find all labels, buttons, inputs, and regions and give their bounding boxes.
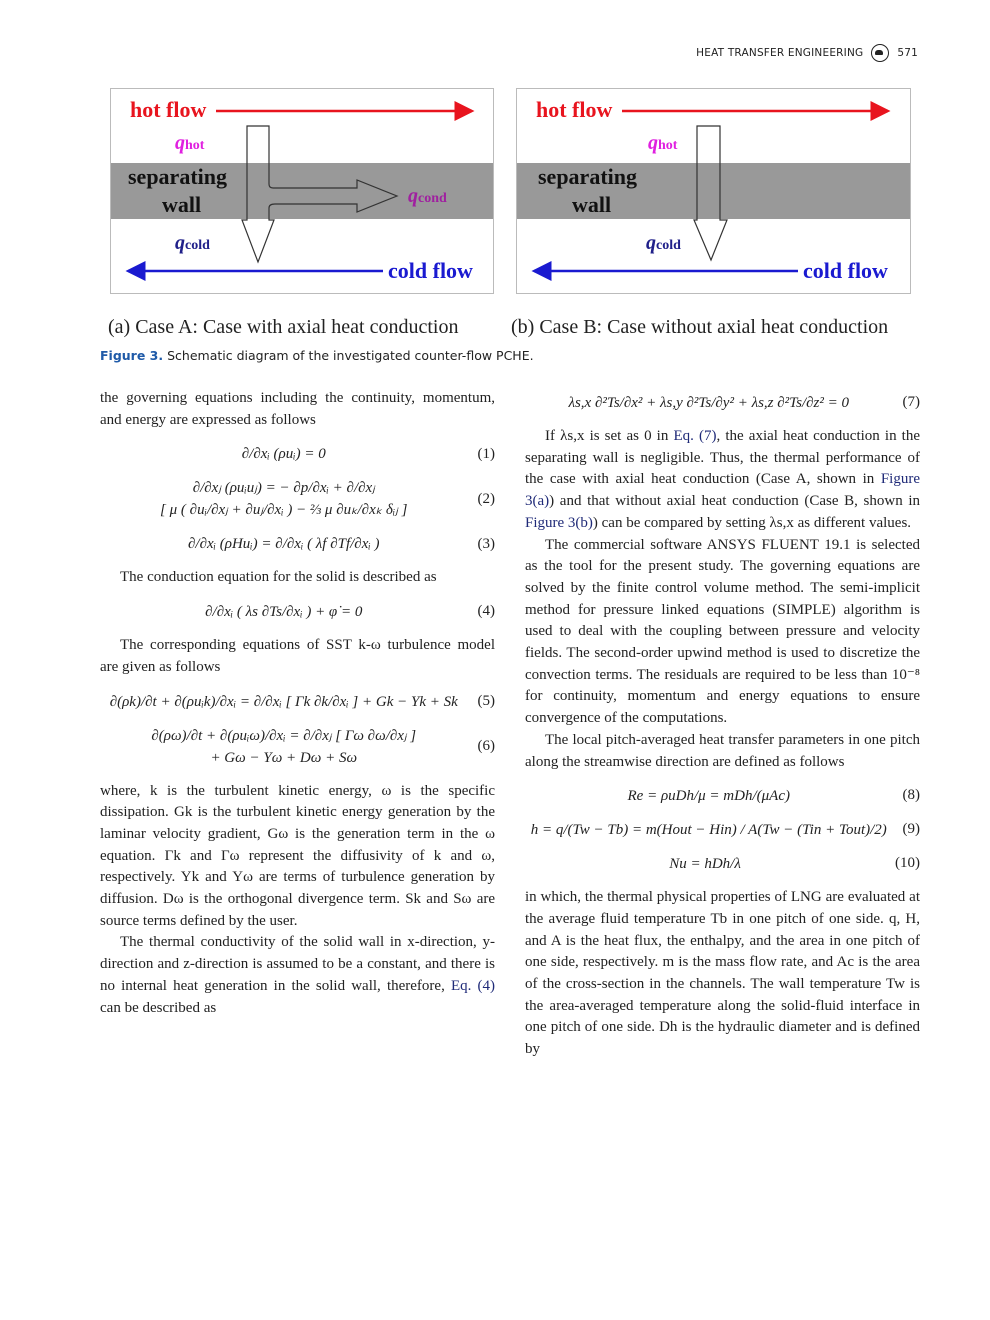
right-para-1: If λs,x is set as 0 in Eq. (7), the axial heat conduction in the separating wall is negligible. Thus, the thermal performance of the case with axial heat conduction (Case A, shown in Figure 3(a)) and that without axial heat conduction (Case B, shown in Figure 3(b)) can be compared by setting λs,x as different values. (525, 428, 921, 531)
right-para-2: The commercial software ANSYS FLUENT 19.1 is selected as the tool for the present study. The governing equations are solved by the finite control volume method. The semi-implicit method for pressure linked equations (SIMPLE) algorithm is used to deal with the coupling between pressure and velocity fields. The second-order upwind method is used to discretize the convection terms. The residuals are required to be less than 10⁻⁸ for continuity, momentum and energy equations to ensure convergence of the computations. (525, 536, 920, 727)
equation-2b: [ μ ( ∂uᵢ/∂xⱼ + ∂uⱼ/∂xᵢ ) − ⅔ μ ∂uₖ/∂xₖ δᵢⱼ ] (160, 502, 408, 519)
equation-9-row (525, 819, 920, 841)
equation-8-number: (8) (902, 787, 920, 804)
cold-flow-label: cold flow (388, 258, 473, 283)
equation-5-number: (5) (477, 692, 495, 709)
equation-2-number: (2) (477, 490, 495, 507)
eq-7-link[interactable]: Eq. (7) (673, 428, 717, 444)
q-cold-label: qcold (646, 232, 681, 254)
right-para-4: in which, the thermal physical properties of LNG are evaluated at the average fluid temperature Tb in one pitch of one side. q, H, and A is the heat flux, the enthalpy, and the area in one pitch of one side, respectively. m is the mass flow rate, and Ac is the area of the cross-section in the channels. The wall temperature Tw is the area-averaged temperature along the solid-fluid interface in one pitch of one side. Dh is the hydraulic diameter and is defined by (525, 889, 920, 1058)
equation-3: ∂/∂xᵢ (ρHuᵢ) = ∂/∂xᵢ ( λf ∂Tf/∂xᵢ ) (188, 536, 380, 553)
right-para-3: The local pitch-averaged heat transfer parameters in one pitch along the streamwise direction are defined as follows (525, 731, 920, 770)
q-hot-label: qhot (648, 132, 678, 154)
q-hot-label: qhot (175, 132, 205, 154)
equation-1-number: (1) (477, 445, 495, 462)
figure-caption-text: Schematic diagram of the investigated counter-flow PCHE. (167, 348, 534, 363)
equation-2a: ∂/∂xⱼ (ρuᵢuⱼ) = − ∂p/∂xᵢ + ∂/∂xⱼ (192, 480, 375, 497)
equation-10-row (525, 853, 920, 875)
subcaption-b: (b) Case B: Case without axial heat conduction (511, 316, 889, 338)
equation-6-number: (6) (477, 737, 495, 754)
figure-3a-link[interactable]: Figure 3(a) (525, 471, 921, 510)
left-para-1: the governing equations including the continuity, momentum, and energy are expressed as follows (100, 390, 495, 428)
equation-4-row (100, 601, 495, 623)
panel-a (111, 89, 494, 294)
left-para-2: The conduction equation for the solid is described as (120, 569, 437, 586)
equation-4: ∂/∂xᵢ ( λs ∂Ts/∂xᵢ ) + φ̇ = 0 (205, 604, 363, 621)
equation-5: ∂(ρk)/∂t + ∂(ρuᵢk)/∂xᵢ = ∂/∂xᵢ [ Γk ∂k/∂xᵢ ] + Gk − Yk + Sk (109, 693, 458, 710)
equation-9: h = q/(Tw − Tb) = m(Hout − Hin) / A(Tw − (Tin + Tout)/2) (530, 822, 887, 839)
left-para-4: where, k is the turbulent kinetic energy, ω is the specific dissipation. Gk is the turbulent kinetic energy generation by the laminar velocity gradient, Gω is the generation term in the ω equation. Γk and Γω represent the diffusivity of k and ω, respectively. Yk and Yω are terms of turbulence generation by diffusion. Dω is the orthogonal divergence term. Sk and Sω are source terms defined by the user. (100, 782, 495, 929)
equation-5-row (100, 691, 495, 713)
cold-flow-label: cold flow (803, 258, 888, 283)
equation-10: Nu = hDh/λ (669, 856, 741, 873)
equation-8: Re = ρuDh/μ = mDh/(μAc) (627, 788, 790, 805)
equation-10-number: (10) (895, 855, 920, 872)
equation-6a: ∂(ρω)/∂t + ∂(ρuᵢω)/∂xᵢ = ∂/∂xⱼ [ Γω ∂ω/∂xⱼ ] (151, 727, 417, 744)
equation-3-number: (3) (477, 535, 495, 552)
equation-4-number: (4) (477, 603, 495, 620)
wall-label-1: separating (128, 164, 227, 189)
equation-1-row (100, 443, 495, 465)
subcaption-a: (a) Case A: Case with axial heat conduction (108, 316, 459, 338)
wall-label-2: wall (162, 192, 202, 217)
left-column (100, 388, 495, 1019)
equation-6-row (100, 725, 495, 769)
equation-2-row (100, 477, 495, 521)
figure-caption (100, 348, 534, 363)
equation-3-row (100, 533, 495, 555)
equation-7-number: (7) (902, 394, 920, 411)
equation-7-row (525, 392, 920, 414)
journal-name: HEAT TRANSFER ENGINEERING (696, 47, 864, 59)
wall-label-2: wall (572, 192, 612, 217)
panel-b (517, 89, 911, 294)
equation-6b: + Gω − Yω + Dω + Sω (210, 749, 358, 766)
figure-label: Figure 3. (100, 348, 164, 363)
q-cond-label: qcond (408, 185, 447, 207)
equation-7: λs,x ∂²Ts/∂x² + λs,y ∂²Ts/∂y² + λs,z ∂²Ts/∂z² = 0 (568, 395, 850, 411)
left-para-5: The thermal conductivity of the solid wall in x-direction, y-direction and z-direction is assumed to be a constant, and there is no internal heat generation in the solid wall, therefore, Eq. (4) can be described as (100, 934, 496, 1016)
hot-flow-label: hot flow (130, 97, 207, 122)
hot-flow-label: hot flow (536, 97, 613, 122)
right-column (525, 388, 920, 1061)
left-para-3: The corresponding equations of SST k-ω turbulence model are given as follows (100, 637, 495, 675)
figure-3 (0, 0, 990, 310)
equation-8-row (525, 785, 920, 807)
equation-9-number: (9) (902, 821, 920, 838)
eq-4-link[interactable]: Eq. (4) (450, 977, 496, 994)
page-number: 571 (897, 47, 918, 59)
figure-3b-link[interactable]: Figure 3(b) (525, 514, 593, 531)
equation-1: ∂/∂xᵢ (ρuᵢ) = 0 (241, 446, 326, 463)
wall-label-1: separating (538, 164, 637, 189)
q-cold-label: qcold (175, 232, 210, 254)
